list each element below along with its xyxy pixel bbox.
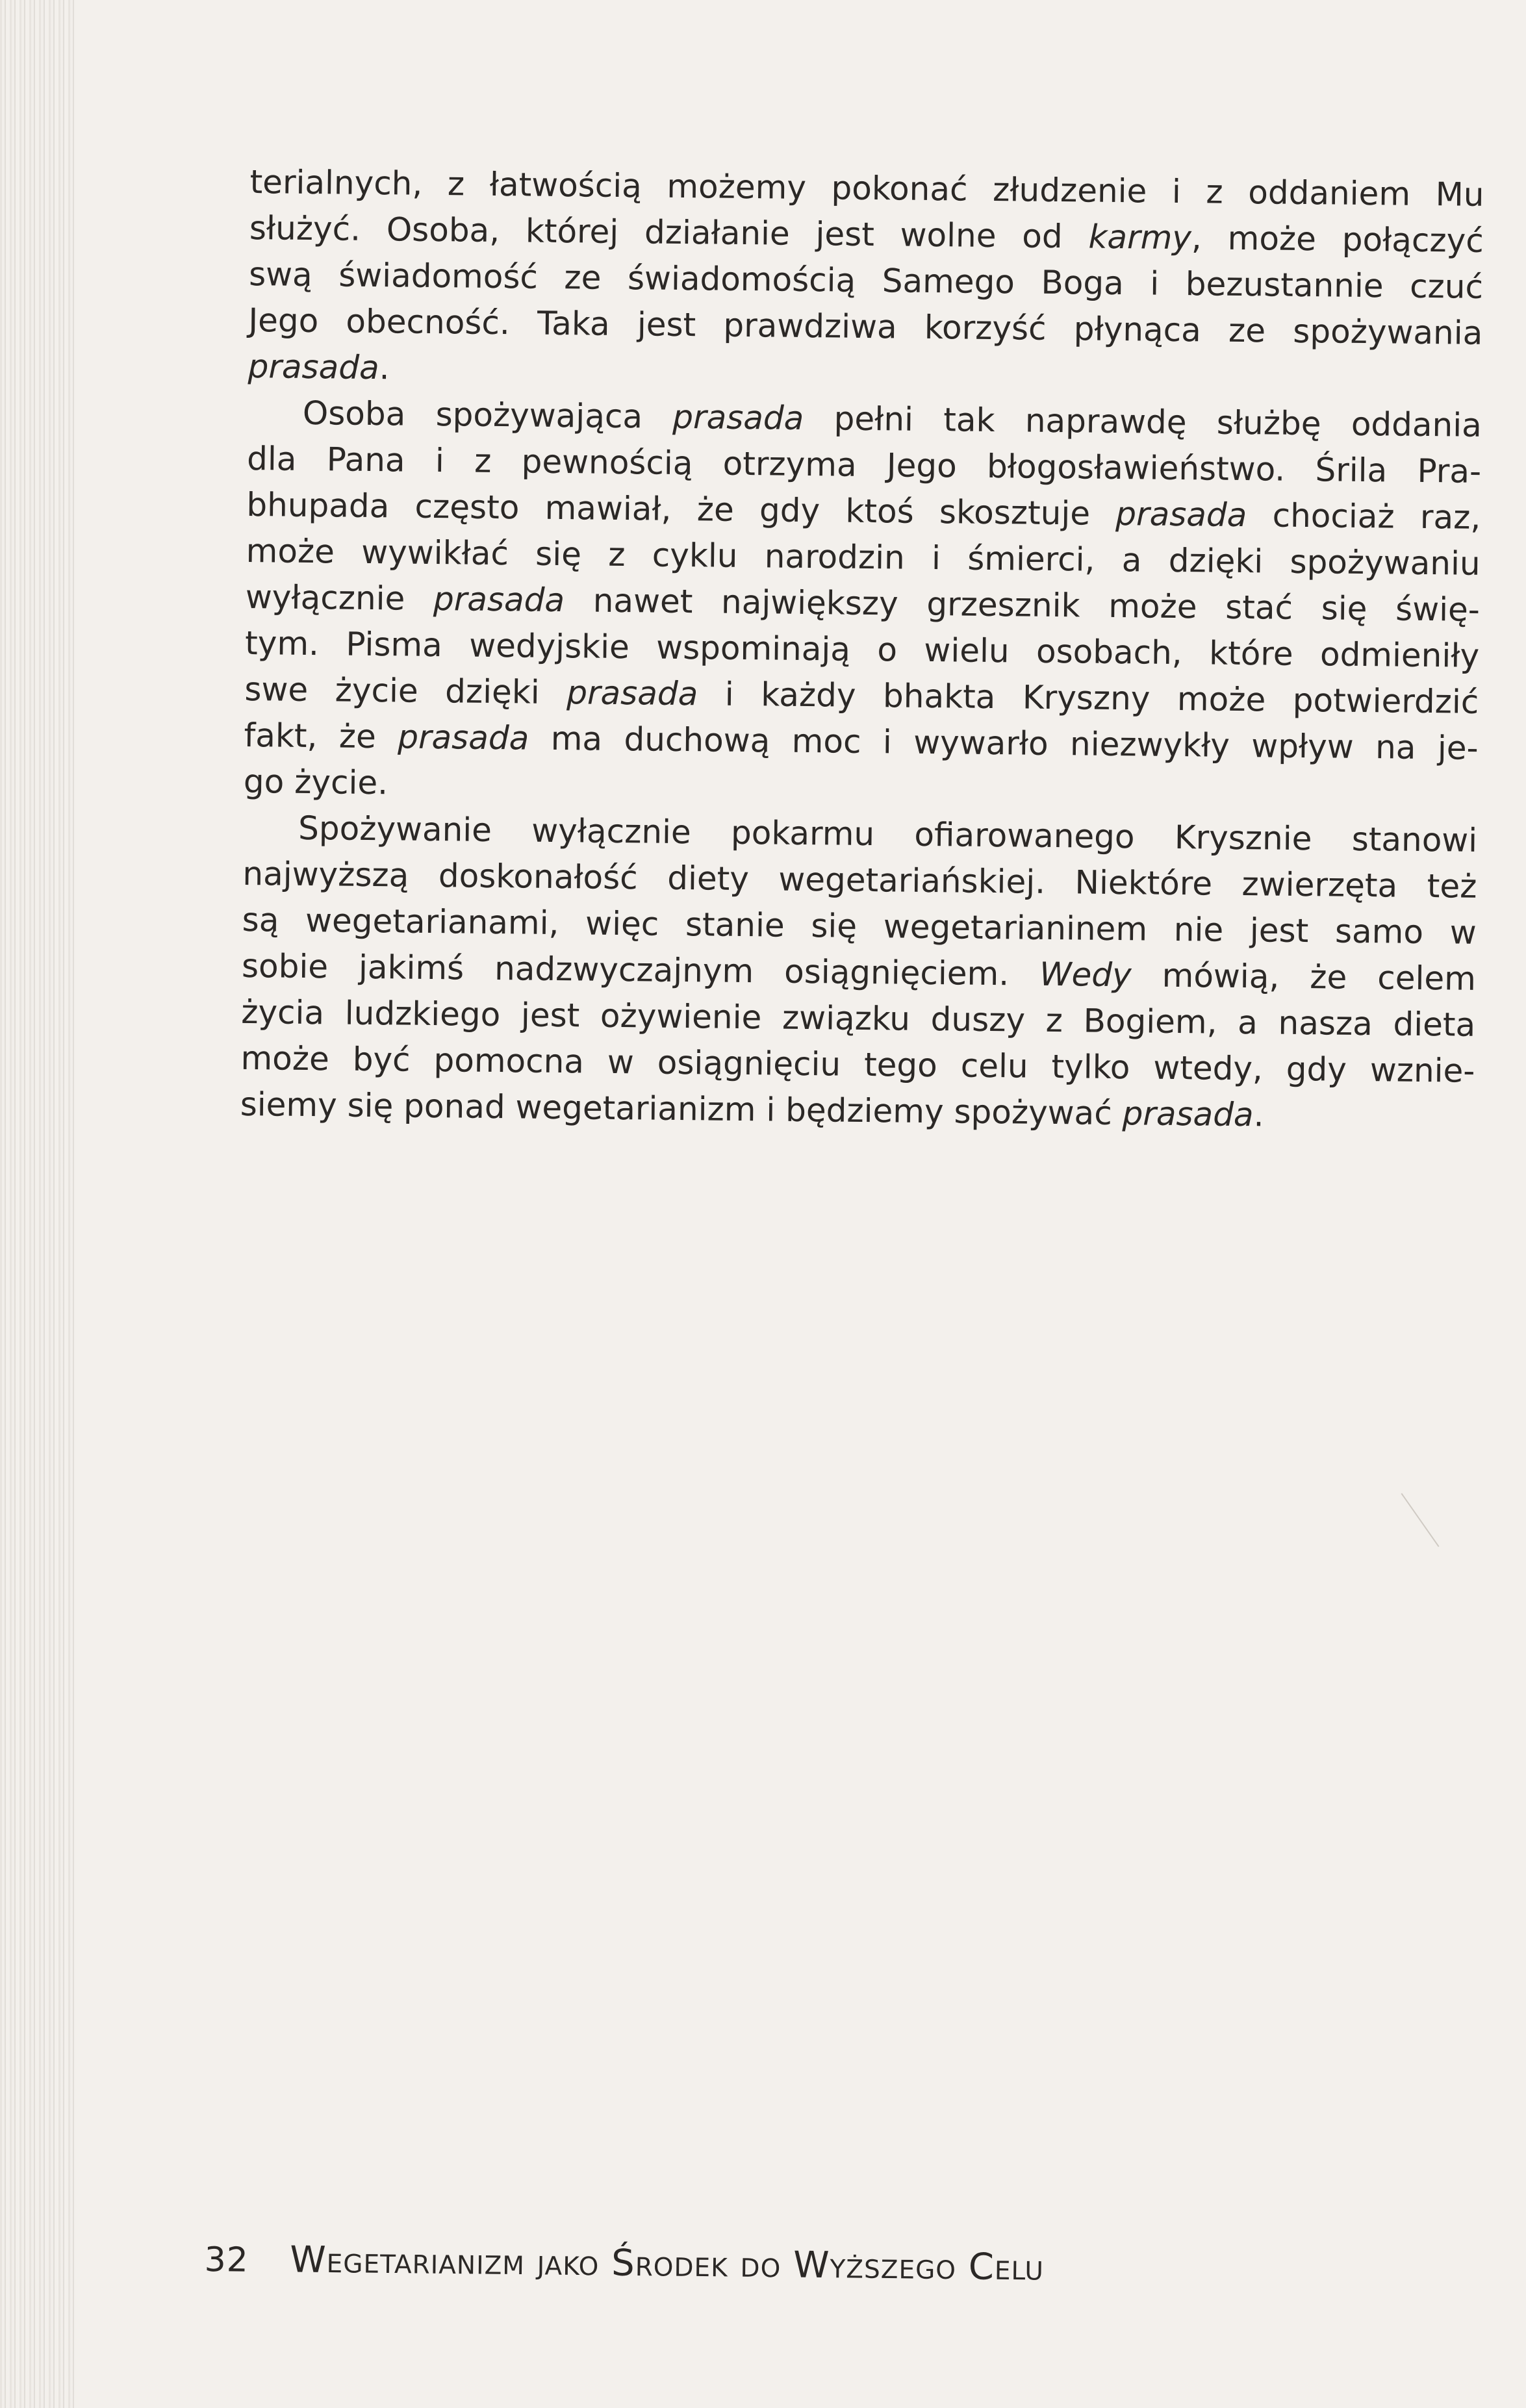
text-run: nawet największy grzesznik może stać się świę- <box>564 581 1481 629</box>
text-run: fakt, że <box>244 716 398 756</box>
italic-term: prasada <box>433 579 565 620</box>
paragraph <box>248 159 1484 403</box>
text-run: bhupada często mawiał, że gdy ktoś skosztuje <box>246 485 1116 533</box>
text-run: . <box>1253 1096 1264 1134</box>
paragraph <box>244 390 1482 818</box>
binding-gutter <box>0 0 78 2408</box>
paragraph <box>240 805 1477 1141</box>
text-run: terialnych, z łatwością możemy pokonać złudzenie i z oddaniem Mu <box>249 162 1484 214</box>
text-run: siemy się ponad wegetarianizm i będziemy spożywać <box>240 1085 1123 1133</box>
text-run: Spożywanie wyłącznie pokarmu ofiarowanego Krysznie stanowi <box>298 809 1478 859</box>
text-run: najwyższą doskonałość diety wegetariańskiej. Niektóre zwierzęta też <box>242 854 1477 906</box>
text-run: Osoba spożywająca <box>302 394 673 436</box>
italic-term: prasada <box>566 674 698 713</box>
text-run: może wywikłać się z cyklu narodzin i śmierci, a dzięki spożywaniu <box>246 531 1481 583</box>
running-head: Wegetarianizm jako Środek do Wyższego Celu <box>290 2238 1045 2289</box>
italic-term: prasada <box>398 718 529 757</box>
italic-term: prasada <box>672 398 804 437</box>
text-run: może być pomocna w osiągnięciu tego celu tylko wtedy, gdy wznie- <box>240 1039 1475 1090</box>
text-run: Jego obecność. Taka jest prawdziwa korzyść płynąca ze spożywania <box>248 301 1483 352</box>
body-text <box>240 159 1484 1141</box>
text-run: swą świadomość ze świadomością Samego Boga i bezustannie czuć <box>248 255 1484 306</box>
text-run: ma duchową moc i wywarło niezwykły wpływ na je- <box>529 719 1479 767</box>
text-run: dla Pana i z pewnością otrzyma Jego błogosławieństwo. Śrila Pra- <box>246 439 1482 490</box>
text-run: pełni tak naprawdę służbę oddania <box>804 399 1482 444</box>
italic-term: prasada <box>248 347 379 387</box>
text-run: służyć. Osoba, której działanie jest wolne od <box>249 209 1089 256</box>
italic-term: prasada <box>1115 494 1247 535</box>
italic-term: Wedy <box>1039 955 1132 995</box>
text-run: go życie. <box>243 762 388 802</box>
scan-mark <box>1401 1493 1440 1547</box>
text-run: życia ludzkiego jest ożywienie związku duszy z Bogiem, a nasza dieta <box>240 993 1476 1044</box>
text-run: swe życie dzięki <box>244 670 567 712</box>
text-run: wyłącznie <box>245 577 434 618</box>
text-run: . <box>379 349 390 387</box>
italic-term: prasada <box>1122 1095 1254 1134</box>
text-run: mówią, że celem <box>1131 956 1477 998</box>
text-run: , może połączyć <box>1191 219 1484 260</box>
text-run: tym. Pisma wedyjskie wspominają o wielu osobach, które odmieniły <box>244 624 1480 675</box>
page-footer <box>204 2238 1044 2289</box>
text-run: chociaż raz, <box>1247 496 1481 537</box>
text-run: sobie jakimś nadzwyczajnym osiągnięciem. <box>241 946 1040 993</box>
italic-term: karmy <box>1088 218 1192 257</box>
text-run: i każdy bhakta Kryszny może potwierdzić <box>697 675 1479 721</box>
page-number: 32 <box>204 2240 249 2280</box>
text-run: są wegetarianami, więc stanie się wegetarianinem nie jest samo w <box>242 900 1477 952</box>
